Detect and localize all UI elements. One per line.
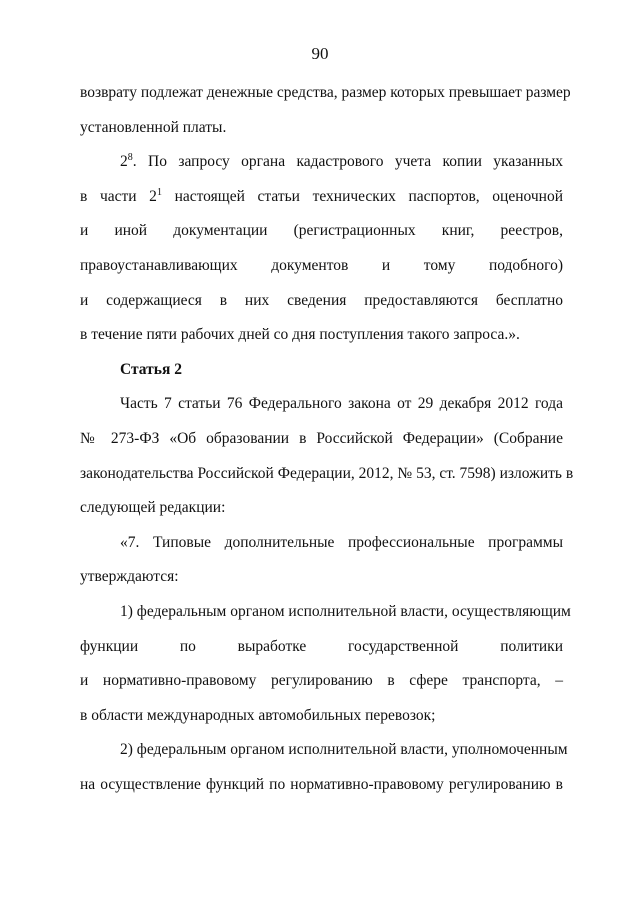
document-body (80, 82, 574, 808)
text-line: Часть 7 статьи 76 Федерального закона от 29 декабря 2012 года (120, 395, 563, 413)
page-number: 90 (311, 44, 329, 63)
text-line: установленной платы. (80, 118, 227, 136)
text-line: в течение пяти рабочих дней со дня поступления такого запроса.». (80, 326, 520, 344)
text-line: 1) федеральным органом исполнительной власти, осуществляющим (120, 602, 571, 620)
text-line: правоустанавливающих документов и тому подобного) (80, 256, 563, 274)
text-line: функции по выработке государственной политики (80, 637, 563, 655)
text-line: на осуществление функций по нормативно-правовому регулированию в (80, 775, 563, 793)
text-line: и содержащиеся в них сведения предоставляются бесплатно (80, 291, 563, 309)
text-line: «7. Типовые дополнительные профессиональные программы (120, 533, 563, 551)
text-line: и иной документации (регистрационных книг, реестров, (80, 222, 563, 240)
text-line: законодательства Российской Федерации, 2012, № 53, ст. 7598) изложить в (80, 464, 574, 482)
text-line: возврату подлежат денежные средства, размер которых превышает размер (80, 84, 571, 101)
text-line: № 273-ФЗ «Об образовании в Российской Федерации» (Собрание (80, 429, 563, 447)
text-line: утверждаются: (80, 568, 179, 586)
text-line: в области международных автомобильных перевозок; (80, 706, 436, 724)
text-fragment: настоящей статьи технических паспортов, оценочной (174, 187, 563, 205)
text-fragment: . По запросу органа кадастрового учета копии указанных (132, 153, 563, 171)
article-heading: Статья 2 (120, 360, 182, 378)
text-line: и нормативно-правовому регулированию в сфере транспорта, – (80, 672, 563, 690)
clause-superscript: 1 (156, 186, 162, 198)
text-line (80, 186, 563, 221)
clause-superscript: 8 (127, 152, 133, 164)
text-fragment: в части 2 (80, 187, 157, 205)
clause-number: 2 (120, 153, 128, 171)
text-line: следующей редакции: (80, 499, 226, 517)
text-line: 2) федеральным органом исполнительной власти, уполномоченным (120, 741, 568, 759)
paragraph-2-8-first-line (80, 151, 563, 186)
